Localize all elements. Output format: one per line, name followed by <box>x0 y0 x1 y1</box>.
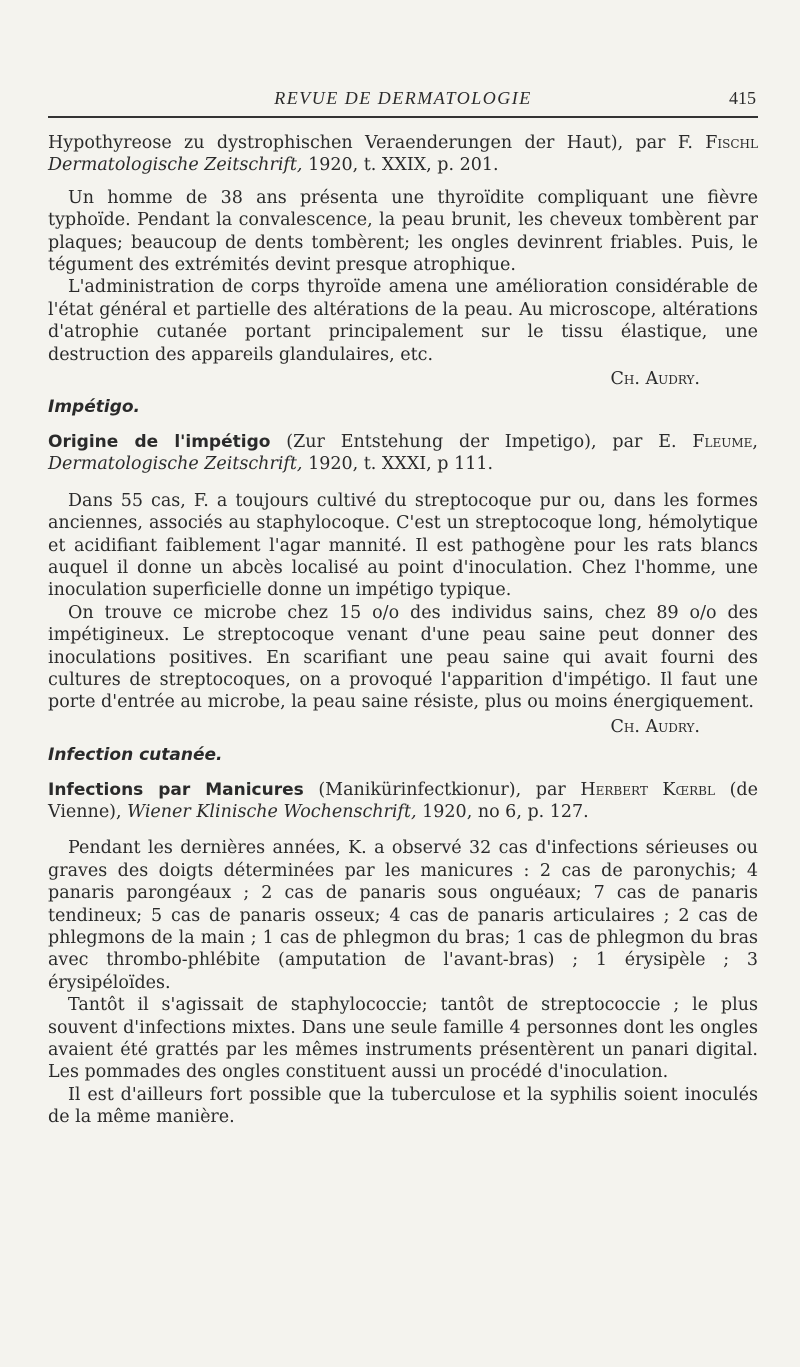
reference-author: F. Fischl <box>677 133 758 153</box>
paragraph: Dans 55 cas, F. a toujours cultivé du streptocoque pur ou, dans les formes anciennes, associés au staphylocoque. C'est un streptocoque long, hémolytique et acidifiant faiblement l'agar mannité. Il est pathogène pour les rats blancs auquel il donne un abcès localisé au point d'inoculation. Chez l'homme, une inoculation superficielle donne un impétigo typique. <box>48 490 758 601</box>
section-heading-impetigo: Impétigo. <box>48 397 140 418</box>
reference-journal: Wiener Klinische Wochenschrift, <box>127 801 417 822</box>
reference-journal: Dermatologische Zeitschrift, <box>48 454 303 475</box>
reference-manicures <box>48 779 758 824</box>
article-title: Infections par Manicures <box>48 779 304 800</box>
reference-author: Herbert Kœrbl <box>580 779 715 800</box>
signature: Ch. Audry. <box>610 369 700 390</box>
paragraph: Pendant les dernières années, K. a observé 32 cas d'infections sérieuses ou graves des doigts déterminées par les manicures : 2 cas de paronychis; 4 panaris parongéaux ; 2 cas de panaris sous onguéaux; 7 cas de panaris tendineux; 5 cas de panaris osseux; 4 cas de panaris articulaires ; 2 cas de phlegmons de la main ; 1 cas de phlegmon du bras; 1 cas de phlegmon du bras avec thrombo-phlébite (amputation de l'avant-bras) ; 1 érysipèle ; 3 érysipéloïdes. <box>48 838 758 993</box>
reference-hypothyreose <box>48 132 758 177</box>
paragraph: Tantôt il s'agissait de staphylococcie; tantôt de streptococcie ; le plus souvent d'infections mixtes. Dans une seule famille 4 personnes dont les ongles avaient été grattés par les mêmes instruments présentèrent un panari digital. Les pommades des ongles constituent aussi un procédé d'inoculation. <box>48 995 758 1083</box>
signature: Ch. Audry. <box>610 716 700 737</box>
reference-details: 1920, t. XXIX, p. 201. <box>308 155 499 176</box>
section-heading-infection: Infection cutanée. <box>48 745 223 766</box>
paragraph: L'administration de corps thyroïde amena une amélioration considérable de l'état général et partielle des altérations de la peau. Au microscope, altérations d'atrophie cutanée portant principalement sur le tissu élastique, une destruction des appareils glandulaires, etc. <box>48 277 758 365</box>
reference-location: (de Vienne), <box>48 779 758 822</box>
paragraph: Un homme de 38 ans présenta une thyroïdite compliquant une fièvre typhoïde. Pendant la convalescence, la peau brunit, les cheveux tombèrent par plaques; beaucoup de dents tombèrent; les ongles devinrent friables. Puis, le tégument des extrémités devint presque atrophique. <box>48 187 758 276</box>
reference-title: (Manikürinfectkionur), par <box>318 779 566 800</box>
reference-journal: Dermatologische Zeitschrift, <box>48 155 303 176</box>
running-title: REVUE DE DERMATOLOGIE <box>274 88 532 108</box>
paragraph: On trouve ce microbe chez 15 o/o des individus sains, chez 89 o/o des impétigineux. Le streptocoque venant d'une peau saine peut donner des inoculations positives. En scarifiant une peau saine qui avait fourni des cultures de streptocoques, on a provoqué l'apparition d'impétigo. Il faut une porte d'entrée au microbe, la peau saine résiste, plus ou moins énergiquement. <box>48 602 758 713</box>
reference-title: (Zur Entstehung der Impetigo), par <box>286 431 643 452</box>
reference-impetigo <box>48 431 758 476</box>
paragraph: Il est d'ailleurs fort possible que la tuberculose et la syphilis soient inoculés de la même manière. <box>48 1084 758 1128</box>
reference-details: 1920, t. XXXI, p 111. <box>308 454 494 475</box>
reference-details: 1920, no 6, p. 127. <box>422 801 589 822</box>
article-title: Origine de l'impétigo <box>48 431 271 452</box>
running-header <box>48 84 758 118</box>
article-body <box>48 132 758 1129</box>
page-number: 415 <box>729 88 756 108</box>
reference-title: Hypothyreose zu dystrophischen Veraenderungen der Haut), par <box>48 133 666 153</box>
reference-author: E. Fleume, <box>658 431 758 452</box>
